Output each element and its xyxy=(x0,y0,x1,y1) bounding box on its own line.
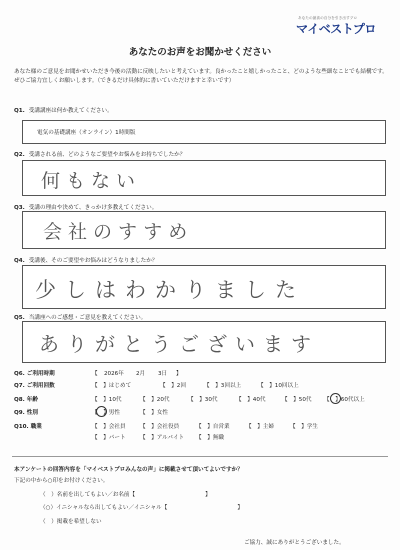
intro-text: あなた様のご意見をお聞かせいただき今後の活動に反映したいと考えています。良かったこと嬉しかったこと、どのような些細なことでも結構です。ぜひご協力宜しくお願いします。（できるだけ具体的に書いていただけますと幸いです） xyxy=(14,69,388,84)
day-value[interactable]: 3日 xyxy=(158,371,168,377)
question-number: Q6. xyxy=(14,371,25,377)
option-2-times[interactable]: 【 】2回 xyxy=(160,383,186,389)
publish-question: 本アンケートの回答内容を「マイベストプロみんなの声」に掲載させて頂いてよいですか？ xyxy=(14,467,243,473)
question-number: Q8. xyxy=(14,397,25,403)
option-age-60-plus[interactable]: 【 】60代以上 xyxy=(324,397,365,403)
option-age-20s[interactable]: 【 】20代 xyxy=(140,397,170,403)
answer-box-4[interactable] xyxy=(22,265,386,309)
option-arbeit[interactable]: 【 】アルバイト xyxy=(140,435,185,441)
thanks-text: ご協力、誠にありがとうございました。 xyxy=(244,540,345,546)
question-number: Q10. xyxy=(14,424,29,430)
question-label: ご利用時期 xyxy=(26,371,55,377)
answer-box-3[interactable] xyxy=(22,211,386,249)
option-homemaker[interactable]: 【 】主婦 xyxy=(246,424,274,430)
option-age-50s[interactable]: 【 】50代 xyxy=(282,397,312,403)
q8-row xyxy=(0,395,400,405)
option-age-30s[interactable]: 【 】30代 xyxy=(188,397,218,403)
question-label: ご利用回数 xyxy=(26,383,55,389)
option-company-employee[interactable]: 【 】会社員 xyxy=(92,424,126,430)
handwritten-answer: 何もない xyxy=(41,170,142,192)
question-text: 当講座へのご感想・ご意見を教えてください。 xyxy=(28,315,147,321)
publish-option-name[interactable]: （ ）名前を出してもよい／お名前【 】 xyxy=(40,492,211,498)
question-2 xyxy=(14,150,185,158)
option-male[interactable]: 【 】男性 xyxy=(92,410,120,416)
option-3-plus[interactable]: 【 】3回以上 xyxy=(204,383,242,389)
question-text: 受講の理由や決めて、きっかけ多教えてください。 xyxy=(28,205,158,211)
handwritten-answer: ありがとうございます xyxy=(39,332,319,356)
selection-circle xyxy=(330,393,341,404)
question-number: Q3. xyxy=(14,205,25,211)
question-text: 受講講座は何か教えてください。 xyxy=(28,108,113,114)
question-5 xyxy=(14,313,146,321)
brand-logo: マイベストプロ xyxy=(296,22,376,36)
option-student[interactable]: 【 】学生 xyxy=(290,424,318,430)
question-3 xyxy=(14,203,157,211)
logo-tagline: あなたの最高の自分を引き出すプロ xyxy=(298,16,358,20)
q7-row xyxy=(0,381,400,391)
question-label: 年齢 xyxy=(26,397,38,403)
handwritten-answer: 少しはわかりました xyxy=(35,278,305,302)
question-number: Q4. xyxy=(14,258,25,264)
publish-option-decline[interactable]: （ ）掲載を希望しない xyxy=(40,519,102,525)
q6-row xyxy=(0,369,400,379)
q9-row xyxy=(0,408,400,418)
question-text: 受講される前、どのようなご要望やお悩みをお持ちでしたか？ xyxy=(28,152,186,158)
year-value[interactable]: 2026年 xyxy=(104,371,124,377)
option-age-40s[interactable]: 【 】40代 xyxy=(236,397,266,403)
selection-circle xyxy=(96,406,107,417)
option-first-time[interactable]: 【 】はじめて xyxy=(92,383,132,389)
question-label: 性別 xyxy=(26,410,38,416)
question-number: Q5. xyxy=(14,315,25,321)
bracket: 【 xyxy=(92,371,98,377)
option-part-time[interactable]: 【 】パート xyxy=(92,435,126,441)
month-value[interactable]: 2月 xyxy=(136,371,146,377)
answer-text: 電気の基礎講座（オンライン）1時間版 xyxy=(37,130,136,136)
question-number: Q7. xyxy=(14,383,25,389)
option-executive[interactable]: 【 】会社役員 xyxy=(140,424,180,430)
answer-box-5[interactable] xyxy=(22,321,386,363)
page-title: あなたのお声をお聞かせください xyxy=(128,47,272,58)
question-number: Q9. xyxy=(14,410,25,416)
question-4 xyxy=(14,256,157,264)
option-self-employed[interactable]: 【 】自営業 xyxy=(196,424,230,430)
bracket: 】 xyxy=(176,371,182,377)
question-1 xyxy=(14,106,113,114)
question-number: Q1. xyxy=(14,108,25,114)
answer-box-1[interactable] xyxy=(22,120,386,144)
question-number: Q2. xyxy=(14,152,25,158)
option-10-plus[interactable]: 【 】10回以上 xyxy=(258,383,299,389)
option-age-10s[interactable]: 【 】10代 xyxy=(92,397,122,403)
question-label: 職業 xyxy=(30,424,42,430)
divider xyxy=(12,456,388,457)
publish-option-initial[interactable]: （○）イニシャルなら出してもよい／イニシャル【 】 xyxy=(40,505,243,511)
q10-row xyxy=(0,422,400,446)
answer-box-2[interactable] xyxy=(22,160,386,196)
option-female[interactable]: 【 】女性 xyxy=(140,410,168,416)
question-text: 受講後、そのご要望やお悩みはどうなりましたか？ xyxy=(28,258,158,264)
publish-instruction: 下記の中から○印をお付けください。 xyxy=(14,478,109,484)
option-unemployed[interactable]: 【 】無職 xyxy=(196,435,224,441)
handwritten-answer: 会社のすすめ xyxy=(43,221,194,243)
